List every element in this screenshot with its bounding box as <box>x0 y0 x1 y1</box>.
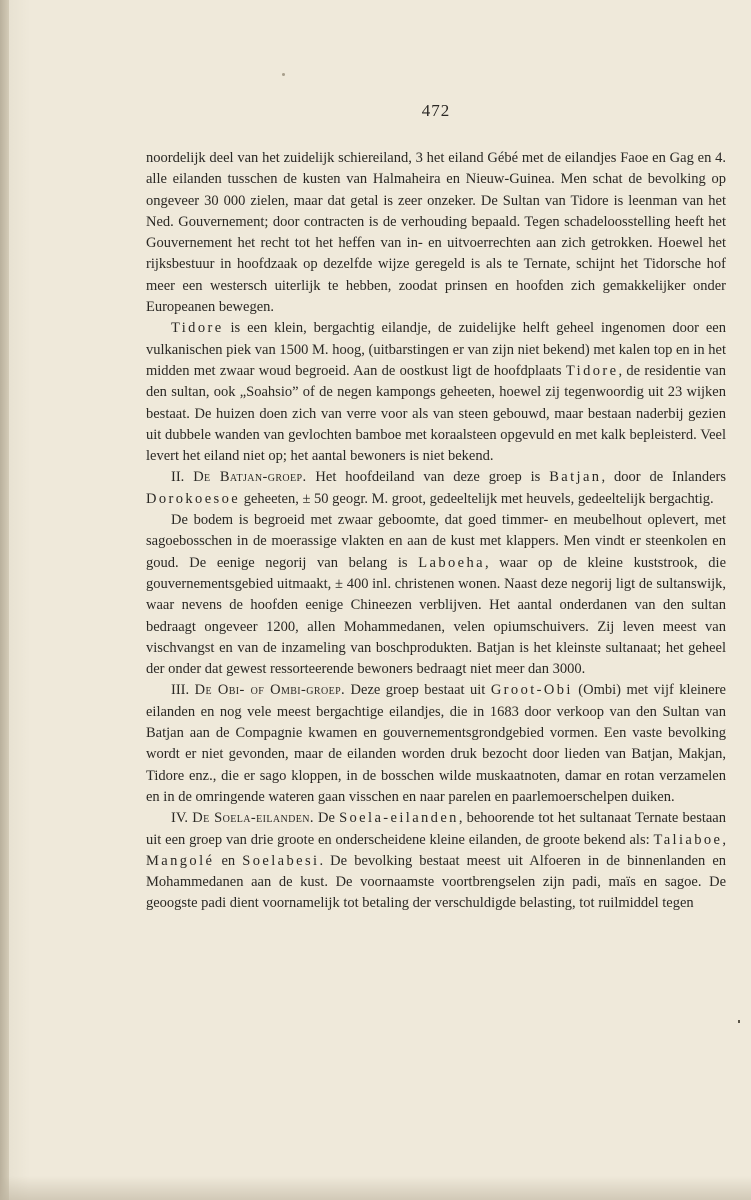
text-run: (Ombi) met vijf kleinere eilanden en nog vele meest bergachtige eilandjes, die in 1683 door verkoop van den Sultan van Batjan aan de Compagnie kwamen en gouvernementsgrondgebied vormen. Een vaste bevolking wordt er niet gevonden, maar de eilanden worden druk bezocht door lieden van Batjan, Makjan, Tidore enz., die er sago kloppen, in de bosschen wilde muskaatnoten, damar en rotan verzamelen en in de omringende wateren gaan visschen en naar parelen en paarlemoerschelpen duiken. <box>146 682 726 805</box>
text-run: Deze groep bestaat uit <box>345 682 491 699</box>
spaced-name: Groot-Obi <box>490 682 573 699</box>
spaced-name: Soela-eilanden <box>339 810 459 827</box>
text-run: en <box>214 852 243 869</box>
text-run: , de residentie van den sultan, ook „Soahsio” of de negen kampongs geheeten, hoewel zij tegenwoordig uit 23 wijken bestaat. De huizen doen zich van verre voor als van steen gebouwd, maar bestaan naderbij gezien uit dubbele wanden van gevlochten bamboe met koraalsteen opgevuld en met kalk bepleisterd. Veel levert het eiland niet op; het aantal bewoners is niet bekend. <box>146 362 726 465</box>
section-heading: De Soela-eilanden. <box>192 810 314 827</box>
ink-speck <box>282 73 285 76</box>
spaced-name: Soelabesi <box>242 852 320 869</box>
text-run: , waar op de kleine kuststrook, die gouvernementsgebied uitmaakt, ± 400 inl. christenen wonen. Naast deze negorij ligt de sultanswijk, waar nevens de hoofden eenige Chineezen verblijven. Het aantal onderdanen van den sultan bedraagt ongeveer 1200, allen Mohammedanen, velen opiumschuivers. Zij leven meest van vischvangst en van de inzameling van boschprodukten. Batjan is het kleinste sultanaat; het geheel der onder dat gewest ressorteerende bewoners bedraagt niet meer dan 3000. <box>146 554 727 678</box>
text-run: , behoorende tot het sultanaat Ternate bestaan uit een groep van drie groote en onderscheidene kleine eilanden, de groote bekend als: <box>146 810 726 848</box>
spaced-name: Batjan <box>549 469 602 486</box>
text-run: is een klein, bergachtig eilandje, de zuidelijke helft geheel ingenomen door een vulkanischen piek van 1500 M. hoog, (uitbarstingen er van zijn niet bekend) met kalen top en in het midden met zwaar woud begroeid. Aan de oostkust ligt de hoofdplaats <box>146 320 726 379</box>
text-run: II. <box>171 469 194 486</box>
page-gutter <box>0 0 9 1200</box>
text-run: . De bevolking bestaat meest uit Alfoeren in de binnenlanden en Mohammedanen aan de kust. De voornaamste voortbrengselen zijn padi, maïs en sagoe. De geoogste padi dient voornamelijk tot betaling der verschuldigde belasting, tot ruilmiddel tegen <box>146 852 727 912</box>
section-heading: De Batjan-groep. <box>193 469 307 486</box>
spaced-name: Laboeha <box>418 554 485 571</box>
paragraph-p1 <box>146 148 726 318</box>
text-run: IV. <box>171 810 193 827</box>
text-run: De <box>313 810 340 827</box>
spaced-name: Mangolé <box>146 852 215 869</box>
spaced-name: Tidore <box>171 320 224 337</box>
ink-speck <box>738 1020 740 1023</box>
paragraph-p6 <box>146 808 726 914</box>
text-run: , door de Inlanders <box>601 469 726 486</box>
paragraph-p2 <box>146 318 726 467</box>
text-run: De bodem is begroeid met zwaar geboomte, dat goed timmer- en meubelhout oplevert, met sagoebosschen in de moerassige vlakten en aan de kust met klappers. Men vindt er steenkolen en goud. De eenige negorij van belang is <box>146 512 726 571</box>
spaced-name: Dorokoesoe <box>146 490 241 507</box>
page-bottom-shadow <box>0 1176 751 1200</box>
paragraph-p3 <box>146 467 726 510</box>
section-heading: De Obi- of Ombi-groep. <box>194 682 346 699</box>
page-content <box>146 101 726 915</box>
spaced-name: Taliaboe <box>653 831 723 848</box>
text-run: geheeten, ± 50 geogr. M. groot, gedeeltelijk met heuvels, gedeeltelijk bergachtig. <box>240 490 714 507</box>
text-run: , <box>722 831 726 848</box>
body-text <box>146 148 726 915</box>
spaced-name: Tidore <box>565 362 619 379</box>
text-run: Het hoofdeiland van deze groep is <box>306 469 550 486</box>
paragraph-p4 <box>146 510 726 680</box>
paragraph-p5 <box>146 680 726 808</box>
text-run: III. <box>171 682 195 699</box>
text-run: noordelijk deel van het zuidelijk schiereiland, 3 het eiland Gébé met de eilandjes Faoe en Gag en 4. alle eilanden tusschen de kusten van Halmaheira en Nieuw-Guinea. Men schat de bevolking op ongeveer 30 000 zielen, maar dat getal is zeer onzeker. De Sultan van Tidore is leenman van het Ned. Gouvernement; door contracten is de verhouding bepaald. Tegen schadeloosstelling heeft het Gouvernement het recht tot het heffen van in- en uitvoerrechten aan zich getrokken. Hoewel het rijksbestuur in hoofdzaak op dezelfde wijze geregeld is als te Ternate, schijnt het Tidorsche hof meer een westersch uiterlijk te hebben, zoodat prinsen en hoofden zich gemakkelijker onder Europeanen bewegen. <box>146 150 726 316</box>
page-number: 472 <box>421 101 451 120</box>
